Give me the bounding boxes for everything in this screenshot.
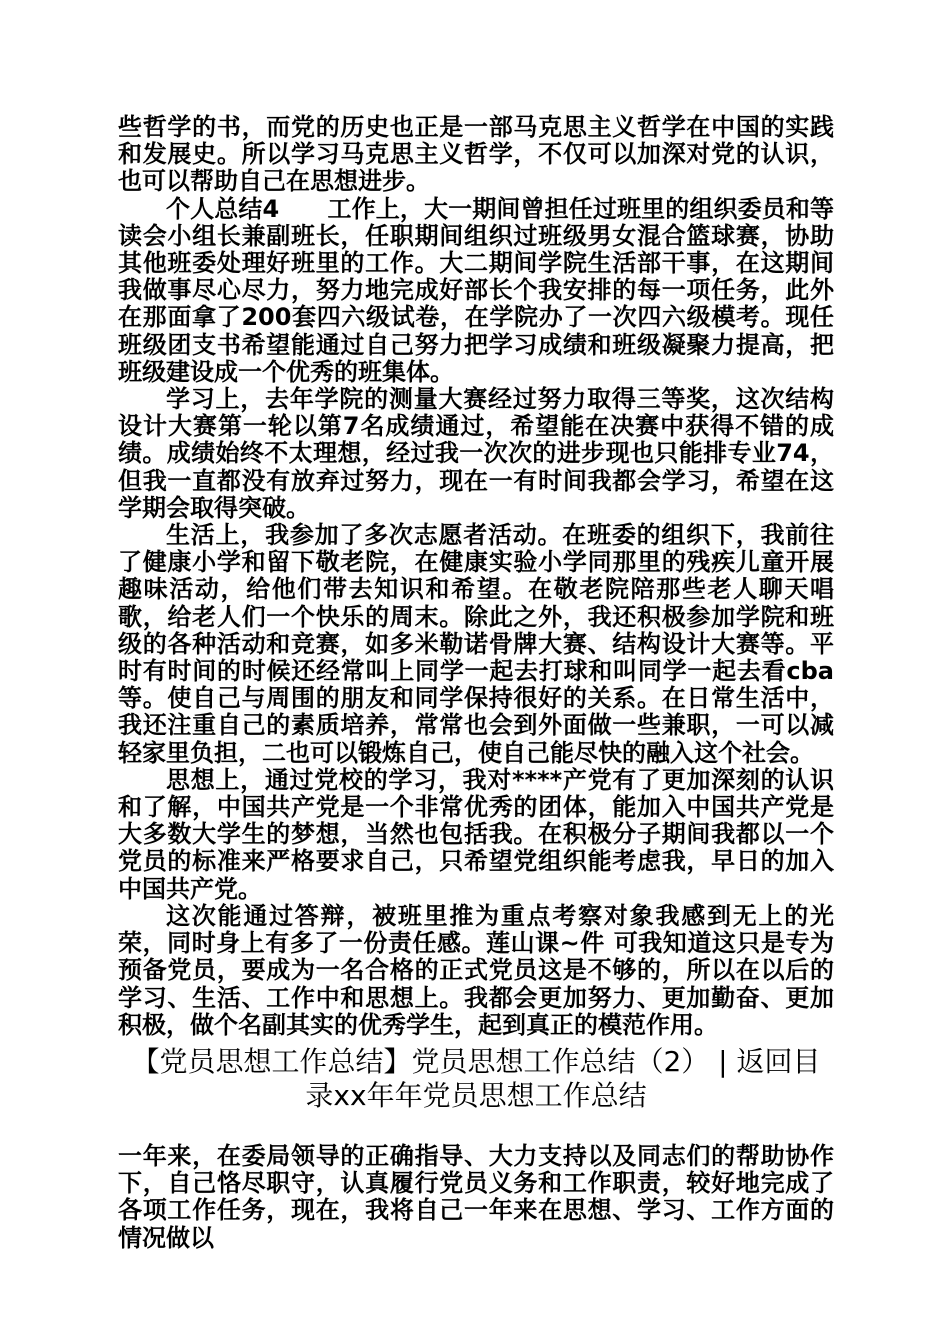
paragraph-thought: 思想上，通过党校的学习，我对****产党有了更加深刻的认识和了解，中国共产党是一个非常优秀的团体，能加入中国共产党是大多数大学生的梦想，当然也包括我。在积极分子期间我都以一个党员的标准来严格要求自己，只希望党组织能考虑我，早日的加入中国共产党。 <box>118 765 834 903</box>
paragraph-study: 学习上，去年学院的测量大赛经过努力取得三等奖，这次结构设计大赛第一轮以第7名成绩通过，希望能在决赛中获得不错的成绩。成绩始终不太理想，经过我一次次的进步现也只能排专业74，但我一直都没有放弃过努力，现在一有时间我都会学习，希望在这学期会取得突破。 <box>118 385 834 522</box>
spacer <box>118 1113 834 1143</box>
paragraph-philosophy: 些哲学的书，而党的历史也正是一部马克思主义哲学在中国的实践和发展史。所以学习马克思主义哲学，不仅可以加深对党的认识，也可以帮助自己在思想进步。 <box>118 113 834 196</box>
paragraph-life: 生活上，我参加了多次志愿者活动。在班委的组织下，我前往了健康小学和留下敬老院，在健康实验小学同那里的残疾儿童开展趣味活动，给他们带去知识和希望。在敬老院陪那些老人聊天唱歌，给老人们一个快乐的周末。除此之外，我还积极参加学院和班级的各种活动和竞赛，如多米勒诺骨牌大赛、结构设计大赛等。平时有时间的时候还经常叫上同学一起去打球和叫同学一起去看cba等。使自己与周围的朋友和同学保持很好的关系。在日常生活中，我还注重自己的素质培养，常常也会到外面做一些兼职，一可以减轻家里负担，二也可以锻炼自己，使自己能尽快的融入这个社会。 <box>118 521 834 767</box>
document-page <box>118 114 834 1252</box>
paragraph-annual-summary: 一年来，在委局领导的正确指导、大力支持以及同志们的帮助协作下，自己恪尽职守，认真履行党员义务和工作职责，较好地完成了各项工作任务，现在，我将自己一年来在思想、学习、工作方面的情况做以 <box>118 1141 834 1252</box>
paragraph-defense: 这次能通过答辩，被班里推为重点考察对象我感到无上的光荣，同时身上有多了一份责任感。莲山课~件 可我知道这只是专为预备党员，要成为一名合格的正式党员这是不够的，所以在以后的学习、生活、工作中和思想上。我都会更加努力、更加勤奋、更加积极，做个名副其实的优秀学生，起到真正的模范作用。 <box>118 901 834 1039</box>
section-heading-link[interactable]: 【党员思想工作总结】党员思想工作总结（2） | 返回目录xx年年党员思想工作总结 <box>131 1044 821 1112</box>
paragraph-personal-summary-work: 个人总结4 工作上，大一期间曾担任过班里的组织委员和等读会小组长兼副班长，任职期间组织过班级男女混合篮球赛，协助其他班委处理好班里的工作。大二期间学院生活部干事，在这期间我做事尽心尽力，努力地完成好部长个我安排的每一项任务，此外在那面拿了200套四六级试卷，在学院办了一次四六级模考。现任班级团支书希望能通过自己努力把学习成绩和班级凝聚力提高，把班级建设成一个优秀的班集体。 <box>118 194 834 386</box>
